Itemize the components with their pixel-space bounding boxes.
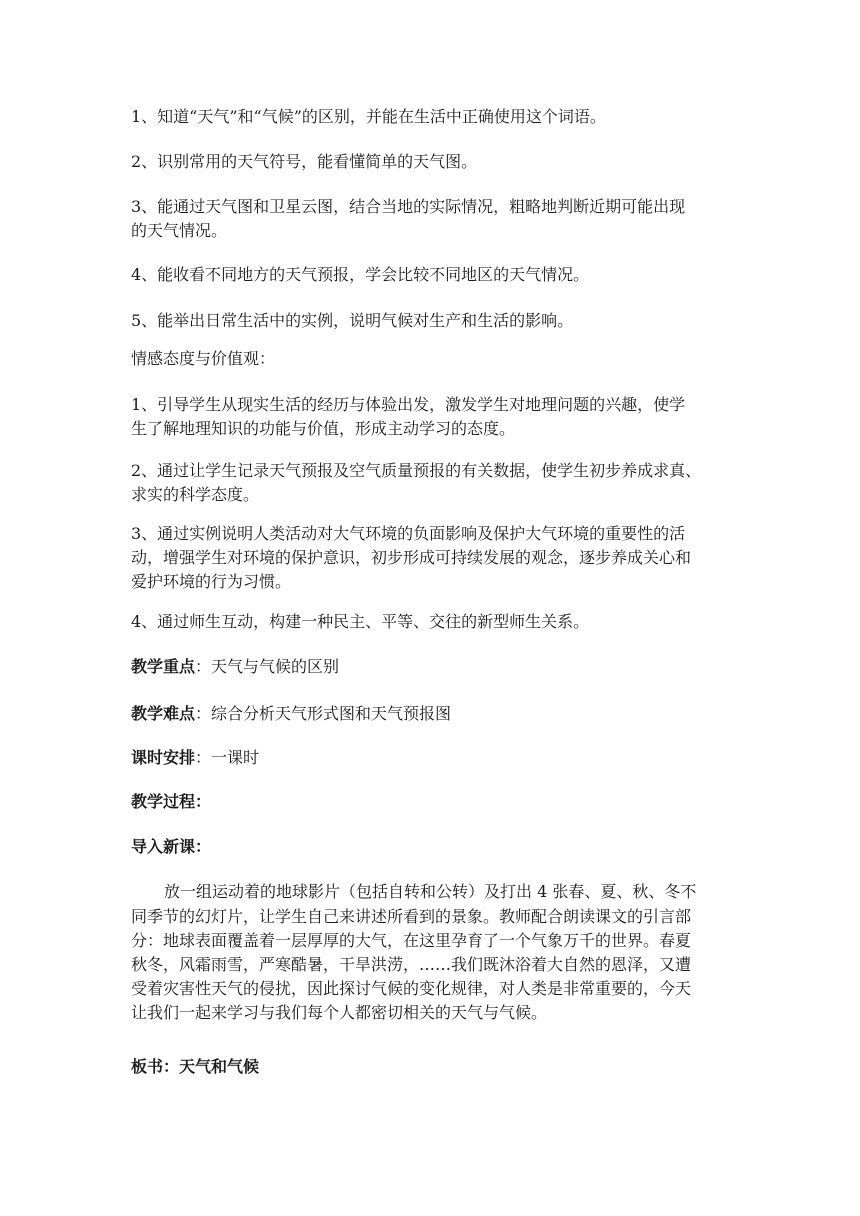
skill-item-3-line-1: 3、能通过天气图和卫星云图，结合当地的实际情况，粗略地判断近期可能出现	[131, 197, 686, 216]
intro-line-2: 同季节的幻灯片，让学生自己来讲述所看到的景象。教师配合朗读课文的引言部	[131, 907, 692, 926]
intro-line-5: 受着灾害性天气的侵扰，因此探讨气候的变化规律，对人类是非常重要的，今天	[131, 979, 692, 998]
board-heading: 板书：天气和气候	[131, 1057, 260, 1076]
attitude-item-2-line-1: 2、通过让学生记录天气预报及空气质量预报的有关数据，使学生初步养成求真、	[131, 461, 702, 480]
difficulty-label: 教学难点	[131, 704, 196, 723]
intro-line-3: 分：地球表面覆盖着一层厚厚的大气，在这里孕育了一个气象万千的世界。春夏	[131, 931, 692, 950]
schedule-value: ：一课时	[195, 748, 260, 767]
skill-item-3-line-2: 的天气情况。	[131, 221, 228, 240]
attitude-item-3-line-3: 爱护环境的行为习惯。	[131, 572, 292, 591]
intro-heading: 导入新课：	[131, 837, 212, 856]
attitude-item-2-line-2: 求实的科学态度。	[131, 485, 260, 504]
attitude-item-1-line-1: 1、引导学生从现实生活的经历与体验出发，激发学生对地理问题的兴趣，使学	[131, 395, 686, 414]
difficulty	[131, 702, 731, 726]
attitude-item-3-line-1: 3、通过实例说明人类活动对大气环境的负面影响及保护大气环境的重要性的活	[131, 524, 686, 543]
skill-item-5-line-1: 5、能举出日常生活中的实例，说明气候对生产和生活的影响。	[131, 311, 574, 330]
intro-line-4: 秋冬，风霜雨雪，严寒酷暑，干旱洪涝，……我们既沐浴着大自然的恩泽，又遭	[131, 955, 692, 974]
process-heading: 教学过程：	[131, 792, 212, 811]
attitude-item-4-line-1: 4、通过师生互动，构建一种民主、平等、交往的新型师生关系。	[131, 612, 590, 631]
attitude-item-3-line-2: 动，增强学生对环境的保护意识，初步形成可持续发展的观念，逐步养成关心和	[131, 548, 692, 567]
attitude-item-1-line-2: 生了解地理知识的功能与价值，形成主动学习的态度。	[131, 419, 516, 438]
key-point	[131, 655, 731, 679]
skill-item-2-line-1: 2、识别常用的天气符号，能看懂简单的天气图。	[131, 152, 478, 171]
intro-line-1: 放一组运动着的地球影片（包括自转和公转）及打出 4 张春、夏、秋、冬不	[164, 882, 697, 901]
key-point-label: 教学重点	[131, 657, 196, 676]
skill-item-4-line-1: 4、能收看不同地方的天气预报，学会比较不同地区的天气情况。	[131, 265, 590, 284]
schedule-label: 课时安排	[131, 748, 196, 767]
attitude-heading: 情感态度与价值观：	[131, 349, 276, 368]
difficulty-value: ：综合分析天气形式图和天气预报图	[195, 704, 452, 723]
key-point-value: ：天气与气候的区别	[195, 657, 340, 676]
skill-item-1-line-1: 1、知道“天气”和“气候”的区别，并能在生活中正确使用这个词语。	[131, 107, 606, 126]
schedule	[131, 746, 731, 770]
intro-line-6: 让我们一起来学习与我们每个人都密切相关的天气与气候。	[131, 1003, 548, 1022]
